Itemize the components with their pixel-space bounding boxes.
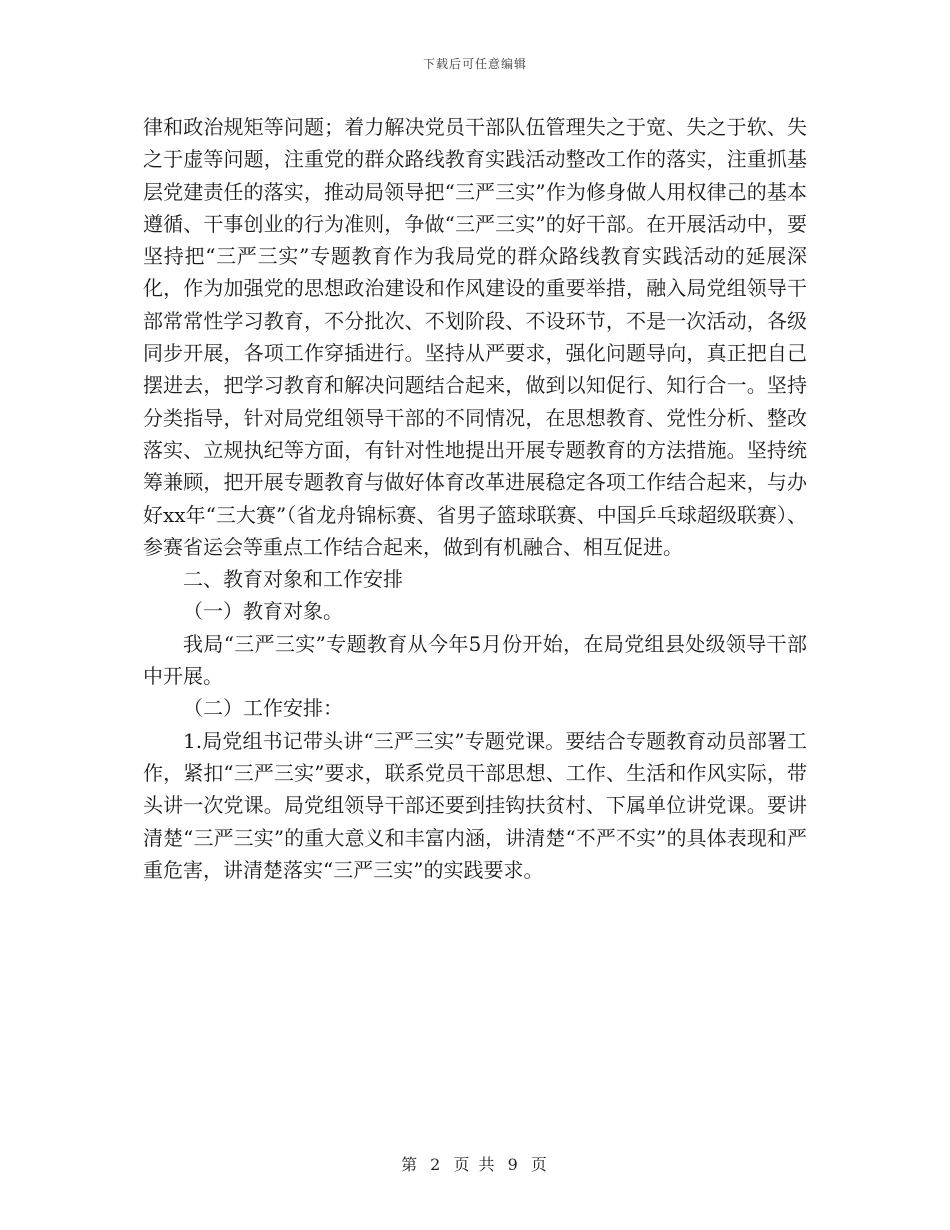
- page-footer: [0, 1152, 950, 1175]
- footer-middle: 页 共: [453, 1155, 497, 1174]
- document-body: [143, 111, 807, 886]
- paragraph-continuation: 律和政治规矩等问题；着力解决党员干部队伍管理失之于宽、失之于软、失之于虚等问题，注重党的群众路线教育实践活动整改工作的落实，注重抓基层党建责任的落实，推动局领导把“三严三实”作为修身做人用权律己的基本遵循、干事创业的行为准则，争做“三严三实”的好干部。在开展活动中，要坚持把“三严三实”专题教育作为我局党的群众路线教育实践活动的延展深化，作为加强党的思想政治建设和作风建设的重要举措，融入局党组领导干部常常性学习教育，不分批次、不划阶段、不设环节，不是一次活动，各级同步开展，各项工作穿插进行。坚持从严要求，强化问题导向，真正把自己摆进去，把学习教育和解决问题结合起来，做到以知促行、知行合一。坚持分类指导，针对局党组领导干部的不同情况，在思想教育、党性分析、整改落实、立规执纪等方面，有针对性地提出开展专题教育的方法措施。坚持统筹兼顾，把开展专题教育与做好体育改革进展稳定各项工作结合起来，与办好xx年“三大赛”（省龙舟锦标赛、省男子篮球联赛、中国乒乓球超级联赛）、参赛省运会等重点工作结合起来，做到有机融合、相互促进。: [143, 115, 807, 559]
- footer-suffix: 页: [530, 1155, 549, 1174]
- page-header: 下载后可任意编辑: [422, 57, 527, 71]
- paragraph: 我局“三严三实”专题教育从今年5月份开始，在局党组县处级领导干部中开展。: [143, 631, 807, 689]
- subsection-heading: （二）工作安排：: [183, 696, 343, 721]
- page-number-total: 9: [507, 1155, 520, 1174]
- subsection-heading: （一）教育对象。: [183, 599, 343, 624]
- section-heading: 二、教育对象和工作安排: [183, 567, 403, 592]
- page-number-current: 2: [430, 1155, 443, 1174]
- footer-prefix: 第: [401, 1155, 420, 1174]
- paragraph: 1.局党组书记带头讲“三严三实”专题党课。要结合专题教育动员部署工作，紧扣“三严三实”要求，联系党员干部思想、工作、生活和作风实际，带头讲一次党课。局党组领导干部还要到挂钩扶贫村、下属单位讲党课。要讲清楚“三严三实”的重大意义和丰富内涵，讲清楚“不严不实”的具体表现和严重危害，讲清楚落实“三严三实”的实践要求。: [143, 728, 807, 882]
